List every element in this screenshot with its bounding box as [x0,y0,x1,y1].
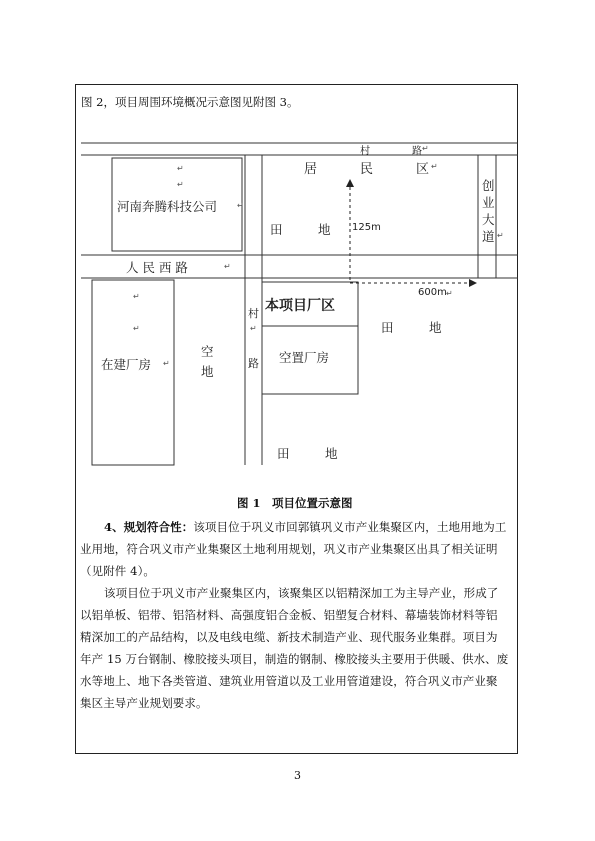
field-right-label-2: 地 [429,320,442,335]
return-mark: ↵ [446,289,453,298]
figure-caption: 图 1 项目位置示意图 [237,496,353,510]
renmin-road-label: 人 民 西 路 [126,260,188,275]
section4-line3: （见附件 4）。 [80,564,156,578]
field-bottom-label-2: 地 [325,446,338,461]
return-mark: ↵ [133,292,140,301]
field-bottom-label-1: 田 [277,446,290,461]
project-area-label: 本项目厂区 [265,298,335,314]
paragraph-2 [80,582,516,714]
section4-heading: 4、规划符合性： [104,520,194,534]
intro-text: 图 2，项目周围环境概况示意图见附图 3。 [81,95,299,109]
return-mark: ↵ [431,162,438,171]
section4-paragraph [80,516,516,582]
chuangye-label-2: 业 [482,195,495,210]
return-mark: ↵ [237,201,244,210]
paragraph2-line5: 水等地上、地下各类管道、建筑业用管道以及工业用管道建设，符合巩义市产业聚 [80,674,498,688]
village-road-vertical-label-2: 路 [248,357,259,370]
residential-label-3: 区 [416,162,430,177]
return-mark: ↵ [224,262,231,271]
residential-label-1: 居 [304,162,318,177]
village-road-vertical-label-1: 村 [248,307,259,320]
distance-600m-label: 600m [418,287,447,298]
empty-land-label-1: 空 [201,344,214,359]
return-mark: ↵ [133,324,140,333]
paragraph2-line4: 年产 15 万台钢制、橡胶接头项目，制造的钢制、橡胶接头主要用于供暖、供水、废 [80,652,509,666]
page-number: 3 [294,769,301,782]
return-mark: ↵ [497,231,504,240]
paragraph2-line1: 该项目位于巩义市产业聚集区内，该聚集区以铝精深加工为主导产业，形成了 [104,586,499,600]
field-top-label-2: 地 [318,222,331,237]
chuangye-label-4: 道 [482,229,495,244]
empty-land-label-2: 地 [201,364,214,379]
return-mark: ↵ [422,144,429,153]
paragraph2-line6: 集区主导产业规划要求。 [80,696,208,710]
return-mark: ↵ [177,164,184,173]
company-label: 河南奔腾科技公司 [117,199,218,214]
paragraph2-line3: 精深加工的产品结构，以及电线电缆、新技术制造产业、现代服务业集群。项目为 [80,630,498,644]
section4-line2: 业用地，符合巩义市产业集聚区土地利用规划，巩义市产业集聚区出具了相关证明 [80,542,498,556]
field-right-label-1: 田 [381,320,394,335]
village-road-top-label-1: 村 [360,146,370,157]
paragraph2-line2: 以铝单板、铝带、铝箔材料、高强度铝合金板、铝塑复合材料、幕墙装饰材料等铝 [80,608,498,622]
residential-label-2: 民 [360,162,374,177]
return-mark: ↵ [250,324,257,333]
return-mark: ↵ [163,359,170,368]
chuangye-label-3: 大 [482,212,495,227]
distance-125m-label: 125m [352,222,381,233]
section4-line1: 该项目位于巩义市回郭镇巩义市产业集聚区内，土地用地为工 [193,520,507,534]
vacant-plant-label: 空置厂房 [279,350,330,365]
village-road-top-label-2: 路 [412,146,422,157]
chuangye-label-1: 创 [482,178,495,193]
return-mark: ↵ [177,180,184,189]
construction-plant-label: 在建厂房 [101,357,152,372]
field-top-label-1: 田 [270,222,283,237]
